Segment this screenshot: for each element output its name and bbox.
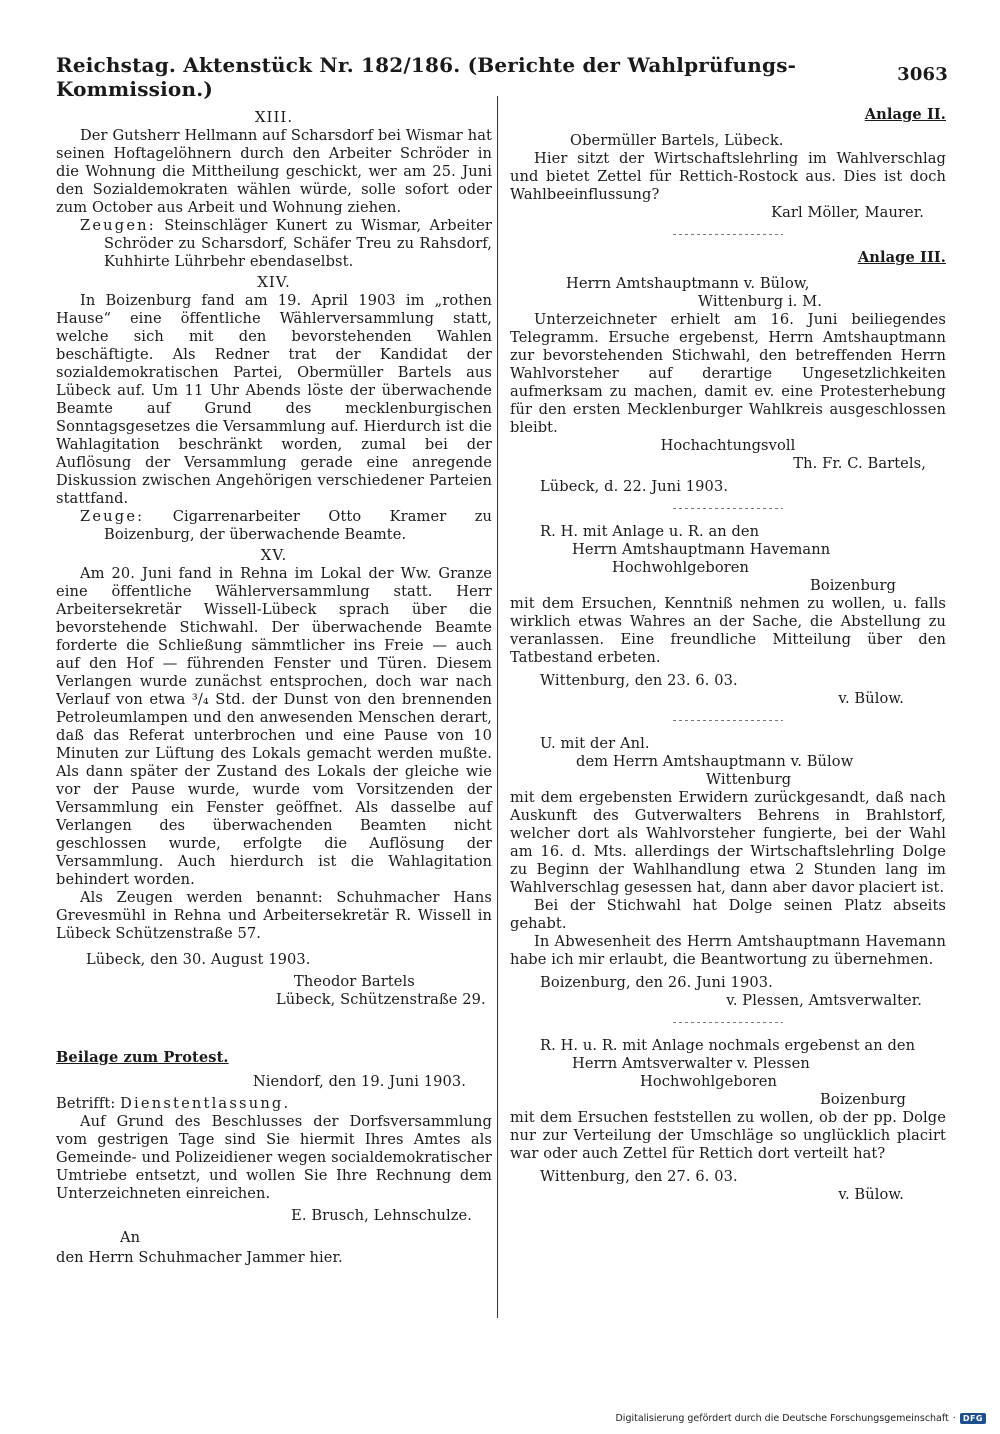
betrifft-line xyxy=(56,1095,492,1113)
anlage-ii-signature: Karl Möller, Maurer. xyxy=(771,204,924,221)
anlage-iii-heading: Anlage III. xyxy=(857,249,946,266)
separator-rule xyxy=(673,1022,783,1023)
endorsement-3-date: Wittenburg, den 27. 6. 03. xyxy=(540,1168,738,1185)
paragraph-xv: Am 20. Juni fand in Rehna im Lokal der Ww. Granze eine öffentliche Wählerversammlung statt. Herr Arbeitersekretär Wissell-Lübeck sprach über die bevorstehende Stichwahl. Der überwachende Beamte forderte die Schließung sämmtlicher ins Freie — auch auf den Hof — führenden Fenster und Türen. Diesem Verlangen wurde zunächst entsprochen, doch war nach Verlauf von etwa ³/₄ Std. der Dunst von den brennenden Petroleumlampen und den anwesenden Menschen derart, daß das Referat unterbrochen und eine Pause von 10 Minuten zur Lüftung des Lokals gemacht werden mußte. Als dann später der Zustand des Lokals der gleiche wie vor der Pause wurde, wurde vom Vorsitzenden der Versammlung ein Fenster geöffnet. Als dasselbe auf Verlangen des überwachenden Beamten nicht geschlossen wurde, erfolgte die Auflösung der Versammlung. Auch hierdurch ist die Wahlagitation behindert worden. xyxy=(56,565,492,888)
witness-text: Steinschläger Kunert zu Wismar, Arbeiter Schröder zu Scharsdorf, Schäfer Treu zu Rahsdorf, Kuhhirte Lührbehr ebendaselbst. xyxy=(104,217,492,270)
digitization-footer: Digitalisierung gefördert durch die Deutsche Forschungsgemeinschaft · DFG xyxy=(615,1413,986,1424)
dfg-logo-icon: DFG xyxy=(960,1413,986,1424)
paragraph-xiii: Der Gutsherr Hellmann auf Scharsdorf bei Wismar hat seinen Hoftagelöhnern durch den Arbeiter Schröder in die Wohnung die Mittheilung geschickt, wer am 25. Juni den Sozialdemokraten wählen würde, solle sofort oder zum October aus Arbeit und Wohnung ziehen. xyxy=(56,127,492,216)
anlage-ii-recipient: Obermüller Bartels, Lübeck. xyxy=(570,132,784,149)
endorsement-3-line2: Herrn Amtsverwalter v. Plessen xyxy=(572,1055,810,1072)
left-column xyxy=(56,106,492,1267)
right-column xyxy=(510,106,946,1204)
paragraph-xiv: In Boizenburg fand am 19. April 1903 im „rothen Hause“ eine öffentliche Wählerversammlung statt, welche sich mit den bevorstehenden Wahlen beschäftigte. Als Redner trat der Kandidat der sozialdemokratischen Partei, Obermüller Bartels aus Lübeck auf. Um 11 Uhr Abends löste der überwachende Beamte auf Grund des mecklenburgischen Sonntagsgesetzes die Versammlung auf. Hierdurch ist die Wahlagitation beschränkt worden, zumal bei der Auflösung der Versammlung gerade eine anregende Diskussion zwischen Angehörigen verschiedener Parteien stattfand. xyxy=(56,292,492,507)
endorsement-1-paragraph: mit dem Ersuchen, Kenntniß nehmen zu wollen, u. falls wirklich etwas Wahres an der Sache, die Abstellung zu veranlassen. Eine freundliche Mitteilung über den Tatbestand erbeten. xyxy=(510,595,946,666)
anlage-iii-closing: Hochachtungsvoll xyxy=(660,437,796,454)
page-header xyxy=(56,53,948,101)
an-label: An xyxy=(120,1229,141,1246)
witness-label: Zeugen: xyxy=(80,217,156,234)
separator-rule xyxy=(673,720,783,721)
section-heading-xv: XV. xyxy=(260,546,288,564)
endorsement-3-paragraph: mit dem Ersuchen feststellen zu wollen, ob der pp. Dolge nur zur Verteilung der Umschläge so unglücklich placirt war oder auch Zettel für Rettich dort verteilt hat? xyxy=(510,1109,946,1162)
betrifft-text: Dienstentlassung. xyxy=(120,1095,291,1112)
anlage-iii-signature: Th. Fr. C. Bartels, xyxy=(793,455,926,472)
endorsement-1-signature: v. Bülow. xyxy=(838,690,904,707)
beilage-paragraph: Auf Grund des Beschlusses der Dorfsversammlung vom gestrigen Tage sind Sie hiermit Ihres Amtes als Gemeinde- und Polizeidiener wegen socialdemokratischer Umtriebe entsetzt, und wollen Sie Ihre Rechnung dem Unterzeichneten einreichen. xyxy=(56,1113,492,1202)
betrifft-label: Betrifft: xyxy=(56,1095,116,1112)
endorsement-3-place: Boizenburg xyxy=(820,1091,906,1108)
endorsement-2-line1: U. mit der Anl. xyxy=(540,735,650,752)
witnesses-xiv xyxy=(56,508,492,544)
page-number: 3063 xyxy=(897,64,948,85)
witness-label: Zeuge: xyxy=(80,508,145,525)
anlage-iii-addressee: Herrn Amtshauptmann v. Bülow, xyxy=(566,275,810,292)
anlage-iii-place: Wittenburg i. M. xyxy=(698,293,823,310)
date-line: Lübeck, den 30. August 1903. xyxy=(86,951,311,968)
endorsement-2-date: Boizenburg, den 26. Juni 1903. xyxy=(540,974,773,991)
endorsement-2-line2: dem Herrn Amtshauptmann v. Bülow xyxy=(576,753,854,770)
endorsement-1-date: Wittenburg, den 23. 6. 03. xyxy=(540,672,738,689)
endorsement-1-line1: R. H. mit Anlage u. R. an den xyxy=(540,523,760,540)
header-title: Reichstag. Aktenstück Nr. 182/186. (Berichte der Wahlprüfungs-Kommission.) xyxy=(56,53,797,101)
paragraph-xv-witnesses: Als Zeugen werden benannt: Schuhmacher Hans Grevesmühl in Rehna und Arbeitersekretär R. Wissell in Lübeck Schützenstraße 57. xyxy=(56,889,492,942)
endorsement-2-signature: v. Plessen, Amtsverwalter. xyxy=(726,992,922,1009)
footer-text: Digitalisierung gefördert durch die Deutsche Forschungsgemeinschaft xyxy=(615,1413,949,1424)
endorsement-3-line3: Hochwohlgeboren xyxy=(640,1073,778,1090)
endorsement-1-line2: Herrn Amtshauptmann Havemann xyxy=(572,541,831,558)
column-divider xyxy=(497,96,498,1318)
anlage-ii-paragraph: Hier sitzt der Wirtschaftslehrling im Wahlverschlag und bietet Zettel für Rettich-Rostock aus. Dies ist doch Wahlbeeinflussung? xyxy=(510,150,946,203)
witnesses-xiii xyxy=(56,217,492,271)
signature-name: Theodor Bartels xyxy=(294,973,415,990)
anlage-iii-date: Lübeck, d. 22. Juni 1903. xyxy=(540,478,729,495)
separator-rule xyxy=(673,508,783,509)
endorsement-2-paragraph-2: Bei der Stichwahl hat Dolge seinen Platz abseits gehabt. xyxy=(510,897,946,932)
separator-rule xyxy=(673,234,783,235)
endorsement-1-place: Boizenburg xyxy=(810,577,896,594)
section-heading-xiii: XIII. xyxy=(254,108,294,126)
endorsement-3-signature: v. Bülow. xyxy=(838,1186,904,1203)
beilage-signature: E. Brusch, Lehnschulze. xyxy=(291,1207,472,1224)
witness-text: Cigarrenarbeiter Otto Kramer zu Boizenburg, der überwachende Beamte. xyxy=(104,508,492,543)
signature-address: Lübeck, Schützenstraße 29. xyxy=(276,991,486,1008)
endorsement-2-paragraph-3: In Abwesenheit des Herrn Amtshauptmann Havemann habe ich mir erlaubt, die Beantwortung zu übernehmen. xyxy=(510,933,946,968)
beilage-heading: Beilage zum Protest. xyxy=(56,1049,229,1066)
endorsement-3-line1: R. H. u. R. mit Anlage nochmals ergebenst an den xyxy=(540,1037,916,1054)
anlage-ii-heading: Anlage II. xyxy=(864,106,946,123)
endorsement-1-line3: Hochwohlgeboren xyxy=(612,559,750,576)
beilage-date: Niendorf, den 19. Juni 1903. xyxy=(252,1073,466,1090)
endorsement-2-paragraph: mit dem ergebensten Erwidern zurückgesandt, daß nach Auskunft des Gutverwalters Behrens in Brahlstorf, welcher dort als Wahlvorsteher fungierte, bei der Wahl am 16. d. Mts. allerdings der Wirtschaftslehrling Dolge zu Beginn der Wahlhandlung etwa 2 Stunden lang im Wahlverschlag gesessen hat, dann aber davor placiert ist. xyxy=(510,789,946,896)
anlage-iii-paragraph: Unterzeichneter erhielt am 16. Juni beiliegendes Telegramm. Ersuche ergebenst, Herrn Amtshauptmann zur bevorstehenden Stichwahl, den betreffenden Herrn Wahlvorsteher auf derartige Ungesetzlichkeiten aufmerksam zu machen, damit ev. eine Protesterhebung für den ersten Mecklenburger Wahlkreis ausgeschlossen bleibt. xyxy=(510,311,946,436)
section-heading-xiv: XIV. xyxy=(257,273,291,291)
endorsement-2-line3: Wittenburg xyxy=(706,771,792,788)
an-address: den Herrn Schuhmacher Jammer hier. xyxy=(56,1249,343,1266)
